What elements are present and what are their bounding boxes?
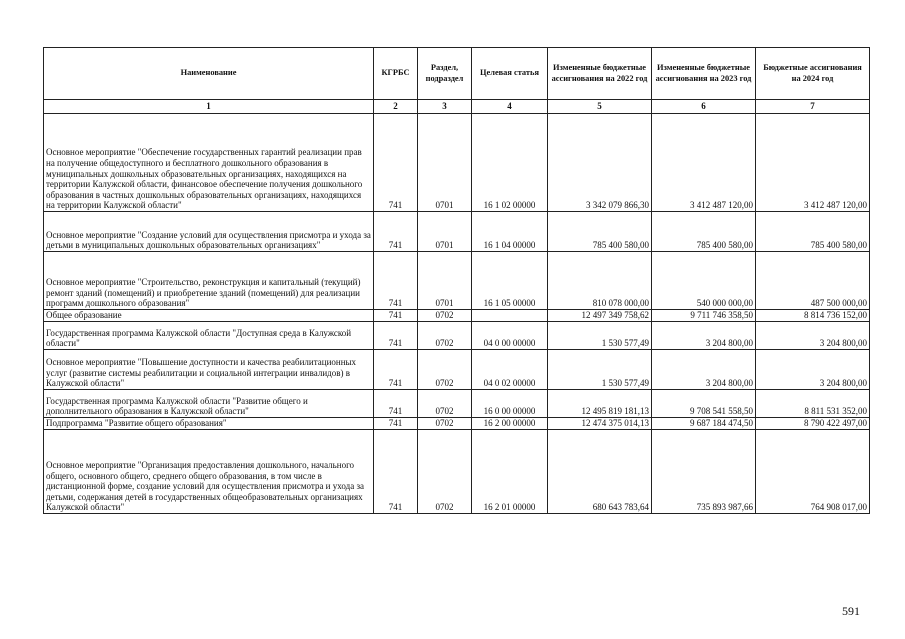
header-section: Раздел, подраздел: [418, 48, 472, 100]
row-name: Государственная программа Калужской области "Развитие общего и дополнительного образования в Калужской области": [44, 390, 374, 418]
row-section: 0702: [418, 310, 472, 322]
page-number: 591: [842, 604, 860, 618]
row-section: 0702: [418, 350, 472, 390]
row-kgrbs: 741: [374, 430, 418, 514]
table-row: [44, 418, 870, 430]
column-number: 5: [548, 100, 652, 114]
row-target: 16 1 05 00000: [472, 252, 548, 310]
header-2023: Измененные бюджетные ассигнования на 2023 год: [652, 48, 756, 100]
row-2023: 9 687 184 474,50: [652, 418, 756, 430]
table-row: [44, 252, 870, 310]
row-kgrbs: 741: [374, 418, 418, 430]
table-row: [44, 350, 870, 390]
row-2022: 810 078 000,00: [548, 252, 652, 310]
row-name: Основное мероприятие "Обеспечение государственных гарантий реализации прав на получение общедоступного и бесплатного дошкольного образования в муниципальных дошкольных образовательных организациях, находящихся на территории Калужской области, финансовое обеспечение получения дошкольного образования в частных дошкольных образовательных организациях, находящихся на территории Калужской области": [44, 114, 374, 212]
row-2024: 3 412 487 120,00: [756, 114, 870, 212]
table-row: [44, 212, 870, 252]
row-2024: 8 790 422 497,00: [756, 418, 870, 430]
row-target: 16 1 02 00000: [472, 114, 548, 212]
row-kgrbs: 741: [374, 212, 418, 252]
row-2022: 1 530 577,49: [548, 350, 652, 390]
table-row: [44, 390, 870, 418]
row-name: Основное мероприятие "Организация предоставления дошкольного, начального общего, основного общего, среднего общего образования, в том числе в дистанционной форме, создание условий для осуществления присмотра и ухода за детьми, содержания детей в государственных общеобразовательных организациях Калужской области": [44, 430, 374, 514]
row-section: 0702: [418, 430, 472, 514]
row-section: 0702: [418, 418, 472, 430]
row-section: 0701: [418, 252, 472, 310]
row-2022: 3 342 079 866,30: [548, 114, 652, 212]
row-2024: 764 908 017,00: [756, 430, 870, 514]
row-target: 04 0 00 00000: [472, 322, 548, 350]
header-2024: Бюджетные ассигнования на 2024 год: [756, 48, 870, 100]
row-kgrbs: 741: [374, 390, 418, 418]
row-section: 0701: [418, 212, 472, 252]
row-2022: 12 474 375 014,13: [548, 418, 652, 430]
column-number: 7: [756, 100, 870, 114]
header-kgrbs: КГРБС: [374, 48, 418, 100]
table-row: [44, 322, 870, 350]
row-2024: 8 814 736 152,00: [756, 310, 870, 322]
row-kgrbs: 741: [374, 322, 418, 350]
row-2024: 487 500 000,00: [756, 252, 870, 310]
row-target: 16 0 00 00000: [472, 390, 548, 418]
row-name: Государственная программа Калужской области "Доступная среда в Калужской области": [44, 322, 374, 350]
row-target: [472, 310, 548, 322]
row-name: Основное мероприятие "Повышение доступности и качества реабилитационных услуг (развитие системы реабилитации и социальной интеграции инвалидов) в Калужской области": [44, 350, 374, 390]
row-name: Основное мероприятие "Создание условий для осуществления присмотра и ухода за детьми в муниципальных дошкольных образовательных организациях": [44, 212, 374, 252]
header-name: Наименование: [44, 48, 374, 100]
row-2023: 3 412 487 120,00: [652, 114, 756, 212]
row-2024: 3 204 800,00: [756, 350, 870, 390]
row-section: 0702: [418, 390, 472, 418]
row-2023: 9 708 541 558,50: [652, 390, 756, 418]
row-2022: 1 530 577,49: [548, 322, 652, 350]
row-target: 16 2 00 00000: [472, 418, 548, 430]
row-2022: 12 495 819 181,13: [548, 390, 652, 418]
table-row: [44, 310, 870, 322]
row-kgrbs: 741: [374, 252, 418, 310]
row-target: 04 0 02 00000: [472, 350, 548, 390]
row-2023: 540 000 000,00: [652, 252, 756, 310]
row-name: Общее образование: [44, 310, 374, 322]
row-2023: 3 204 800,00: [652, 350, 756, 390]
row-2022: 785 400 580,00: [548, 212, 652, 252]
table-row: [44, 114, 870, 212]
row-2024: 785 400 580,00: [756, 212, 870, 252]
row-name: Подпрограмма "Развитие общего образования": [44, 418, 374, 430]
header-target: Целевая статья: [472, 48, 548, 100]
row-2022: 12 497 349 758,62: [548, 310, 652, 322]
row-section: 0701: [418, 114, 472, 212]
column-number: 4: [472, 100, 548, 114]
row-name: Основное мероприятие "Строительство, реконструкция и капитальный (текущий) ремонт зданий (помещений) и приобретение зданий (помещений) для реализации программ дошкольного образования": [44, 252, 374, 310]
row-kgrbs: 741: [374, 350, 418, 390]
row-2023: 3 204 800,00: [652, 322, 756, 350]
row-2023: 735 893 987,66: [652, 430, 756, 514]
row-target: 16 2 01 00000: [472, 430, 548, 514]
row-2024: 3 204 800,00: [756, 322, 870, 350]
column-number: 3: [418, 100, 472, 114]
row-section: 0702: [418, 322, 472, 350]
row-kgrbs: 741: [374, 114, 418, 212]
header-2022: Измененные бюджетные ассигнования на 2022 год: [548, 48, 652, 100]
row-2022: 680 643 783,64: [548, 430, 652, 514]
row-2023: 785 400 580,00: [652, 212, 756, 252]
column-number-row: [44, 100, 870, 114]
column-number: 1: [44, 100, 374, 114]
budget-table: [43, 47, 870, 514]
row-2024: 8 811 531 352,00: [756, 390, 870, 418]
row-target: 16 1 04 00000: [472, 212, 548, 252]
column-number: 2: [374, 100, 418, 114]
column-number: 6: [652, 100, 756, 114]
header-row: [44, 48, 870, 100]
table-row: [44, 430, 870, 514]
row-kgrbs: 741: [374, 310, 418, 322]
row-2023: 9 711 746 358,50: [652, 310, 756, 322]
